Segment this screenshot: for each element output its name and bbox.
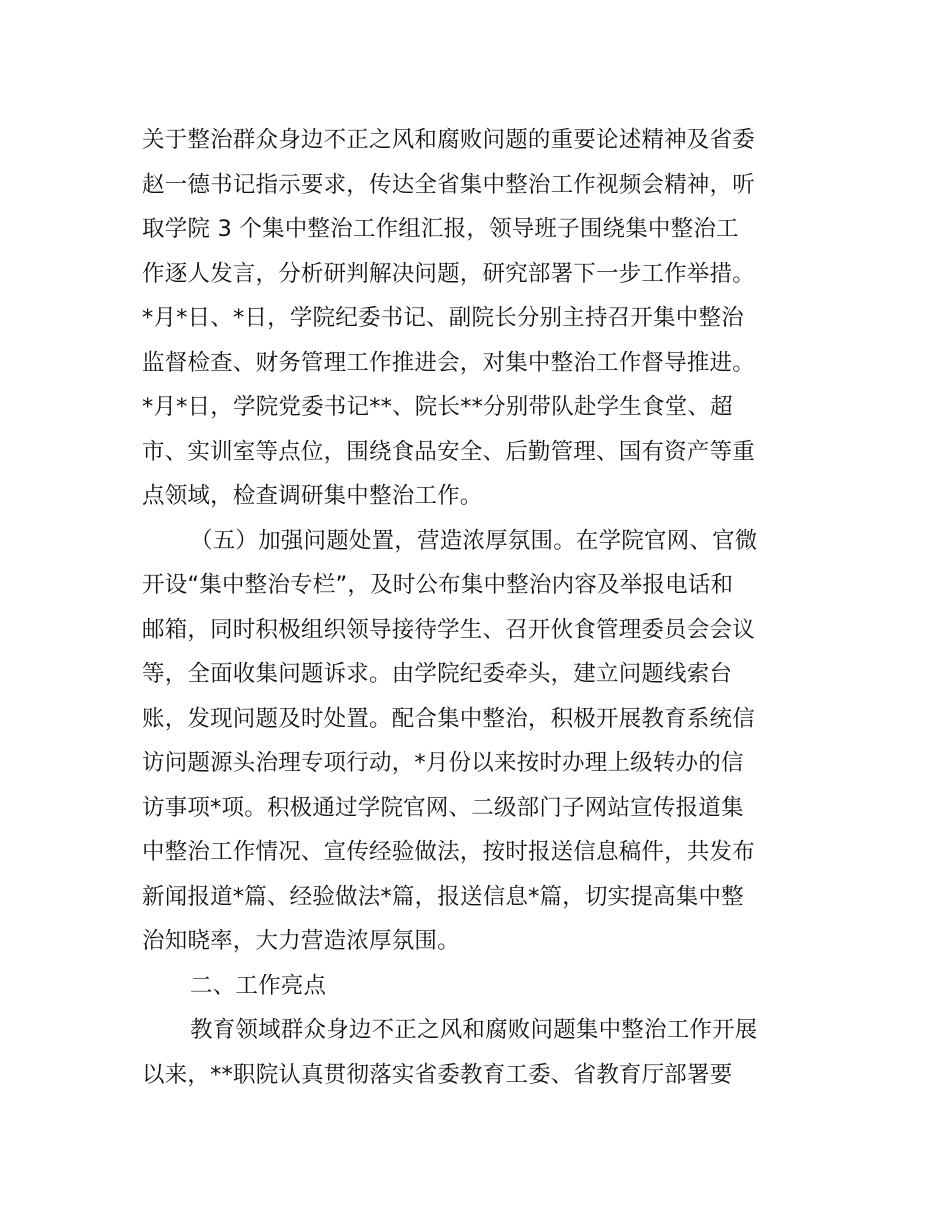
text-line-2: 赵一德书记指示要求，传达全省集中整治工作视频会精神，听 (142, 171, 755, 198)
text-line-3: 取学院 3 个集中整治工作组汇报，领导班子围绕集中整治工 (142, 216, 739, 242)
text-line-11: 开设“集中整治专栏”，及时公布集中整治内容及举报电话和 (142, 572, 734, 598)
text-line-17: 中整治工作情况、宣传经验做法，按时报送信息稿件，共发布 (142, 839, 755, 865)
text-line-15: 访问题源头治理专项行动，*月份以来按时办理上级转办的信 (142, 750, 744, 776)
text-line-6: 监督检查、财务管理工作推进会，对集中整治工作督导推进。 (142, 349, 755, 376)
text-line-18: 新闻报道*篇、经验做法*篇，报送信息*篇，切实提高集中整 (142, 883, 744, 910)
text-line-8: 市、实训室等点位，围绕食品安全、后勤管理、国有资产等重 (142, 438, 755, 465)
text-line-14: 账，发现问题及时处置。配合集中整治，积极开展教育系统信 (142, 705, 755, 732)
text-line-7: *月*日，学院党委书记**、院长**分别带队赴学生食堂、超 (142, 394, 733, 420)
section-heading-5: （五）加强问题处置，营造浓厚氛围。在学院官网、官微 (190, 527, 758, 554)
text-line-1: 关于整治群众身边不正之风和腐败问题的重要论述精神及省委 (142, 127, 755, 153)
section-heading-2: 二、工作亮点 (190, 972, 327, 999)
text-line-16: 访事项*项。积极通过学院官网、二级部门子网站宣传报道集 (142, 794, 744, 821)
text-line-5: *月*日、*日，学院纪委书记、副院长分别主持召开集中整治 (142, 305, 744, 331)
text-line-21: 教育领域群众身边不正之风和腐败问题集中整治工作开展 (190, 1017, 758, 1043)
text-line-4: 作逐人发言，分析研判解决问题，研究部署下一步工作举措。 (142, 260, 755, 287)
text-line-9: 点领域，检查调研集中整治工作。 (142, 483, 483, 509)
text-line-13: 等，全面收集问题诉求。由学院纪委牵头，建立问题线索台 (142, 661, 733, 687)
document-page (142, 118, 812, 1097)
text-line-19: 治知晓率，大力营造浓厚氛围。 (142, 928, 460, 954)
text-line-22: 以来，**职院认真贯彻落实省委教育工委、省教育厅部署要 (142, 1061, 733, 1088)
text-line-12: 邮箱，同时积极组织领导接待学生、召开伙食管理委员会会议 (142, 616, 755, 643)
